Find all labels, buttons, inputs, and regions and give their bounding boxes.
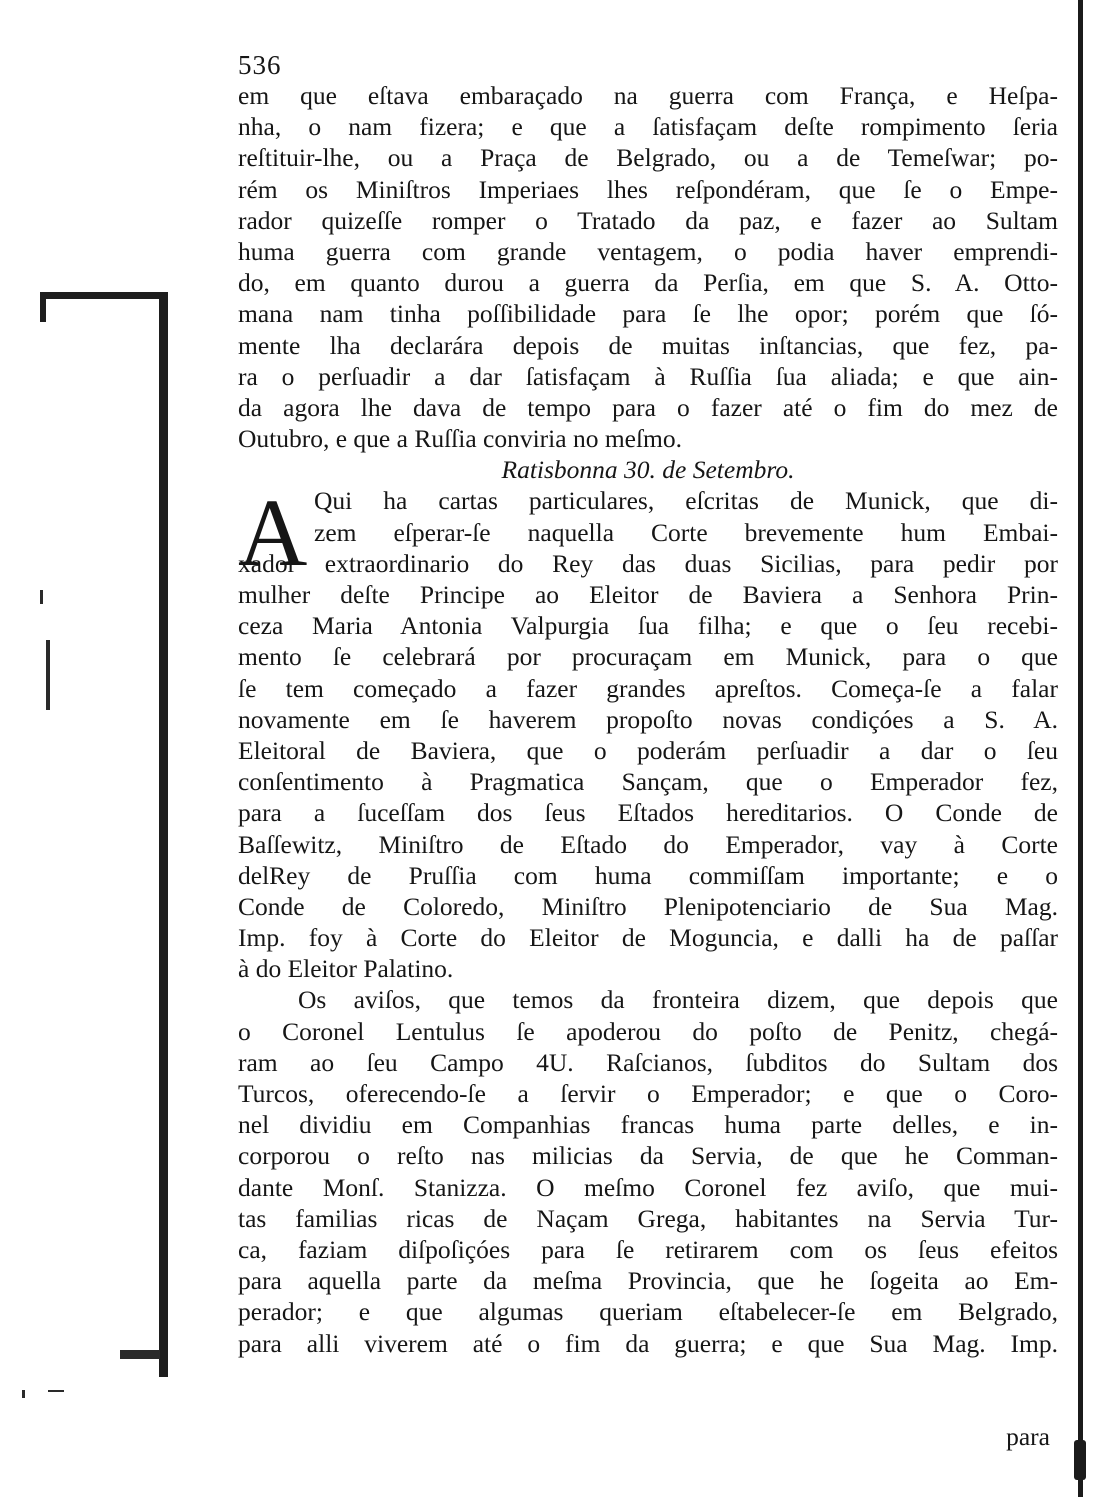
text-line: delRey de Pruſſia com huma commiſſam importante; e o [238,860,1058,890]
margin-ink-mark [40,590,43,604]
text-line: ra o perſuadir a dar ſatisfaçam à Ruſſia ſua aliada; e que ain- [238,361,1058,391]
text-line: nha, o nam fizera; e que a ſatisfaçam deſte rompimento ſeria [238,112,1058,142]
margin-bracket-tick [40,292,46,322]
text-line: ram ao ſeu Campo 4U. Raſcianos, ſubditos do Sultam dos [238,1047,1058,1077]
text-line: à do Eleitor Palatino. [238,954,454,984]
margin-ink-mark [48,1390,64,1392]
text-line: zem eſperar-ſe naquella Corte brevemente hum Embai- [314,517,1058,547]
text-line: corporou o reſto nas milicias da Servia, de que he Comman- [238,1141,1058,1171]
text-line: Os aviſos, que temos da fronteira dizem, que depois que [298,985,1058,1015]
text-line: Qui ha cartas particulares, eſcritas de Munick, que di- [314,486,1058,516]
margin-ink-mark [22,1390,25,1398]
paragraph-2 [238,479,1058,984]
text-line: rador quizeſſe romper o Tratado da paz, e fazer ao Sultam [238,205,1058,235]
text-line: Baſſewitz, Miniſtro de Eſtado do Emperador, vay à Corte [238,829,1058,859]
text-line: em que eſtava embaraçado na guerra com França, e Heſpa- [238,81,1058,110]
text-line: nel dividiu em Companhias francas huma parte delles, e in- [238,1110,1058,1140]
text-line: rém os Miniſtros Imperiaes lhes reſpondéram, que ſe o Empe- [238,174,1058,204]
page-spine-shadow [1078,0,1083,1497]
margin-ink-mark [120,1350,160,1359]
paragraph-1 [238,80,1058,454]
text-line: Turcos, oferecendo-ſe a ſervir o Emperador; e que o Coro- [238,1079,1058,1108]
paragraph-3 [238,984,1058,1358]
text-line: huma guerra com grande ventagem, o podia haver emprendi- [238,236,1058,266]
page-number: 536 [238,50,282,80]
page-spine-blot [1074,1440,1086,1480]
text-line: ceza Maria Antonia Valpurgia ſua filha; e que o ſeu recebi- [238,611,1058,641]
margin-ink-mark [46,640,50,710]
text-line: perador; e que algumas queriam eſtabelecer-ſe em Belgrado, [238,1297,1058,1327]
text-line: Outubro, e que a Ruſſia conviria no meſmo. [238,424,683,454]
paragraph-2-wrap [238,479,1058,984]
text-line: Conde de Coloredo, Miniſtro Plenipotenciario de Sua Mag. [238,891,1058,921]
text-line: reſtituir-lhe, ou a Praça de Belgrado, ou a de Temeſwar; po- [238,143,1058,173]
text-line: mente lha declarára depois de muitas inſtancias, que fez, pa- [238,330,1058,360]
text-line: para aquella parte da meſma Provincia, que he ſogeita ao Em- [238,1266,1058,1296]
text-line: tas familias ricas de Naçam Grega, habitantes na Servia Tur- [238,1203,1058,1233]
margin-bracket-mark [40,292,168,1377]
text-line: ca, faziam diſpoſiçóes para ſe retirarem com os ſeus efeitos [238,1234,1058,1264]
text-line: Imp. foy à Corte do Eleitor de Moguncia, e dalli ha de paſſar [238,923,1058,953]
text-line: novamente em ſe haverem propoſto novas condiçóes a S. A. [238,704,1058,734]
text-line: o Coronel Lentulus ſe apoderou do poſto de Penitz, chegá- [238,1016,1058,1046]
text-line: Eleitoral de Baviera, que o poderám perſuadir a dar o ſeu [238,735,1058,765]
catchword: para [1006,1422,1050,1451]
text-line: xador extraordinario do Rey das duas Sicilias, para pedir por [238,548,1058,578]
text-line: mana nam tinha poſſibilidade para ſe lhe opor; porém que ſó- [238,299,1058,329]
text-line: da agora lhe dava de tempo para o fazer até o fim do mez de [238,392,1058,422]
text-line: conſentimento à Pragmatica Sançam, que o Emperador fez, [238,767,1058,797]
text-line: do, em quanto durou a guerra da Perſia, em que S. A. Otto- [238,268,1058,298]
body-text [238,80,1058,1359]
text-line: mento ſe celebrará por procuraçam em Munick, para o que [238,642,1058,672]
text-line: para a ſuceſſam dos ſeus Eſtados hereditarios. O Conde de [238,798,1058,828]
text-line: mulher deſte Principe ao Eleitor de Baviera a Senhora Prin- [238,580,1058,609]
text-line: dante Monſ. Stanizza. O meſmo Coronel fez aviſo, que mui- [238,1172,1058,1202]
text-line: ſe tem começado a fazer grandes apreſtos. Começa-ſe a falar [238,673,1058,703]
drop-cap: A [238,479,308,587]
text-line: para alli viverem até o fim da guerra; e que Sua Mag. Imp. [238,1328,1058,1358]
dateline: Ratisbonna 30. de Setembro. [501,455,795,485]
